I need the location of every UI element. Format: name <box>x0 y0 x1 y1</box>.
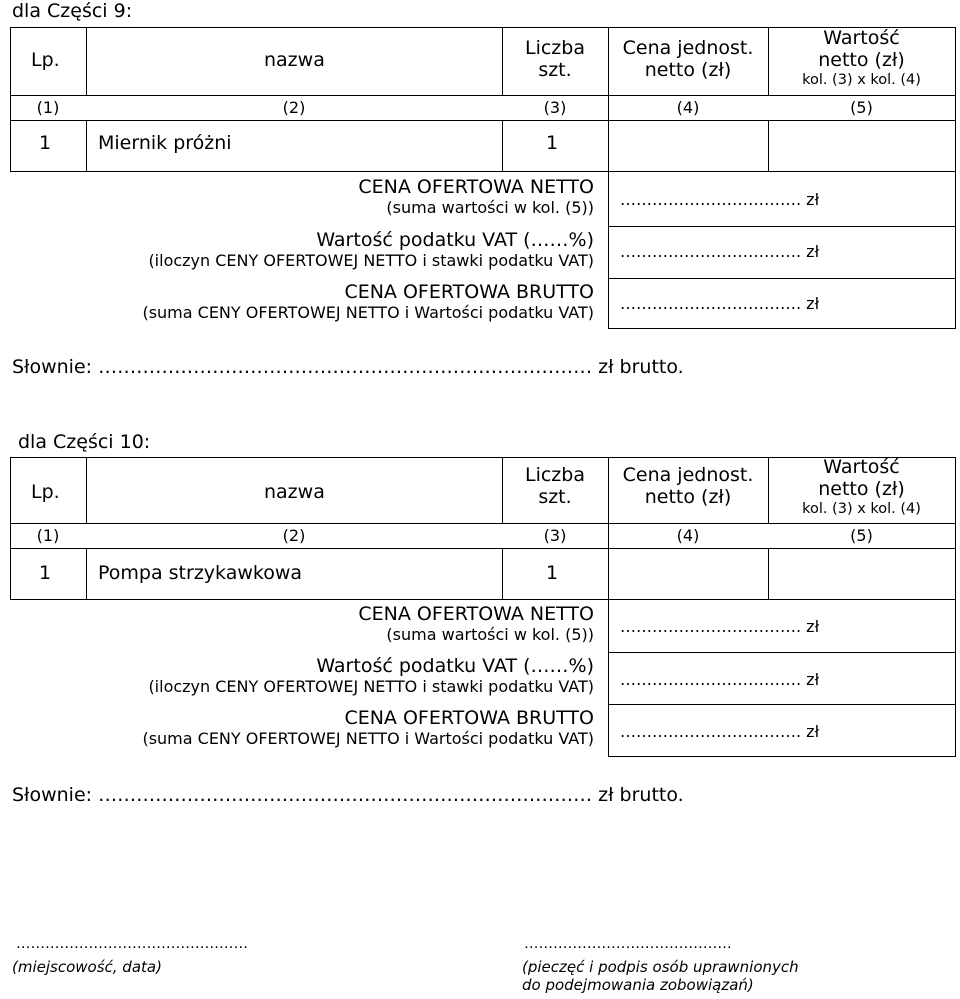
summary-brutto-value[interactable]: ……………………………. zł <box>620 722 820 741</box>
part-9-title: dla Części 9: <box>12 0 133 22</box>
summary-brutto: CENA OFERTOWA BRUTTO (suma CENY OFERTOWEJ NETTO i Wartości podatku VAT) <box>142 281 594 322</box>
col-number: (5) <box>850 526 873 545</box>
col-number: (4) <box>676 526 700 545</box>
row-liczba: 1 <box>546 132 559 154</box>
col-number: (1) <box>36 98 60 117</box>
col-number: (2) <box>282 526 306 545</box>
header-liczba: Liczba szt. <box>525 37 585 81</box>
summary-vat-value[interactable]: ……………………………. zł <box>620 670 820 689</box>
slownie-line[interactable]: Słownie: …………………………………………………………………… zł brutto. <box>12 356 684 378</box>
col-number: (2) <box>282 98 306 117</box>
header-lp: Lp. <box>31 481 60 503</box>
summary-netto-value[interactable]: ……………………………. zł <box>620 617 820 636</box>
signature-caption-1: (pieczęć i podpis osób uprawnionych <box>522 958 799 976</box>
row-nazwa: Pompa strzykawkowa <box>98 562 303 584</box>
summary-brutto-value[interactable]: ……………………………. zł <box>620 294 820 313</box>
header-wartosc: Wartość netto (zł) kol. (3) x kol. (4) <box>802 27 921 88</box>
col-number: (3) <box>543 98 567 117</box>
header-nazwa: nazwa <box>264 49 325 71</box>
summary-netto: CENA OFERTOWA NETTO (suma wartości w kol. (5)) <box>358 176 594 217</box>
summary-vat: Wartość podatku VAT (……%) (iloczyn CENY OFERTOWEJ NETTO i stawki podatku VAT) <box>148 229 594 270</box>
summary-netto: CENA OFERTOWA NETTO (suma wartości w kol. (5)) <box>358 603 594 644</box>
summary-netto-value[interactable]: ……………………………. zł <box>620 190 820 209</box>
row-nazwa: Miernik próżni <box>98 132 232 154</box>
col-number: (4) <box>676 98 700 117</box>
header-cena: Cena jednost. netto (zł) <box>622 464 754 508</box>
header-cena: Cena jednost. netto (zł) <box>622 37 754 81</box>
header-liczba: Liczba szt. <box>525 464 585 508</box>
header-lp: Lp. <box>31 49 60 71</box>
header-nazwa: nazwa <box>264 481 325 503</box>
part-10-title: dla Części 10: <box>18 431 151 453</box>
summary-vat-value[interactable]: ……………………………. zł <box>620 242 820 261</box>
summary-vat: Wartość podatku VAT (……%) (iloczyn CENY OFERTOWEJ NETTO i stawki podatku VAT) <box>148 655 594 696</box>
signature-caption-2: do podejmowania zobowiązań) <box>522 976 754 994</box>
slownie-line[interactable]: Słownie: …………………………………………………………………… zł brutto. <box>12 784 684 806</box>
col-number: (5) <box>850 98 873 117</box>
header-wartosc: Wartość netto (zł) kol. (3) x kol. (4) <box>802 456 921 517</box>
col-number: (3) <box>543 526 567 545</box>
col-number: (1) <box>36 526 60 545</box>
summary-brutto: CENA OFERTOWA BRUTTO (suma CENY OFERTOWEJ NETTO i Wartości podatku VAT) <box>142 707 594 748</box>
place-date-dots[interactable]: ………………………………………… <box>16 936 248 952</box>
signature-dots[interactable]: ……………………………………. <box>524 936 732 952</box>
row-lp: 1 <box>39 132 52 154</box>
row-lp: 1 <box>39 562 52 584</box>
place-date-caption: (miejscowość, data) <box>12 958 162 976</box>
row-liczba: 1 <box>546 562 559 584</box>
